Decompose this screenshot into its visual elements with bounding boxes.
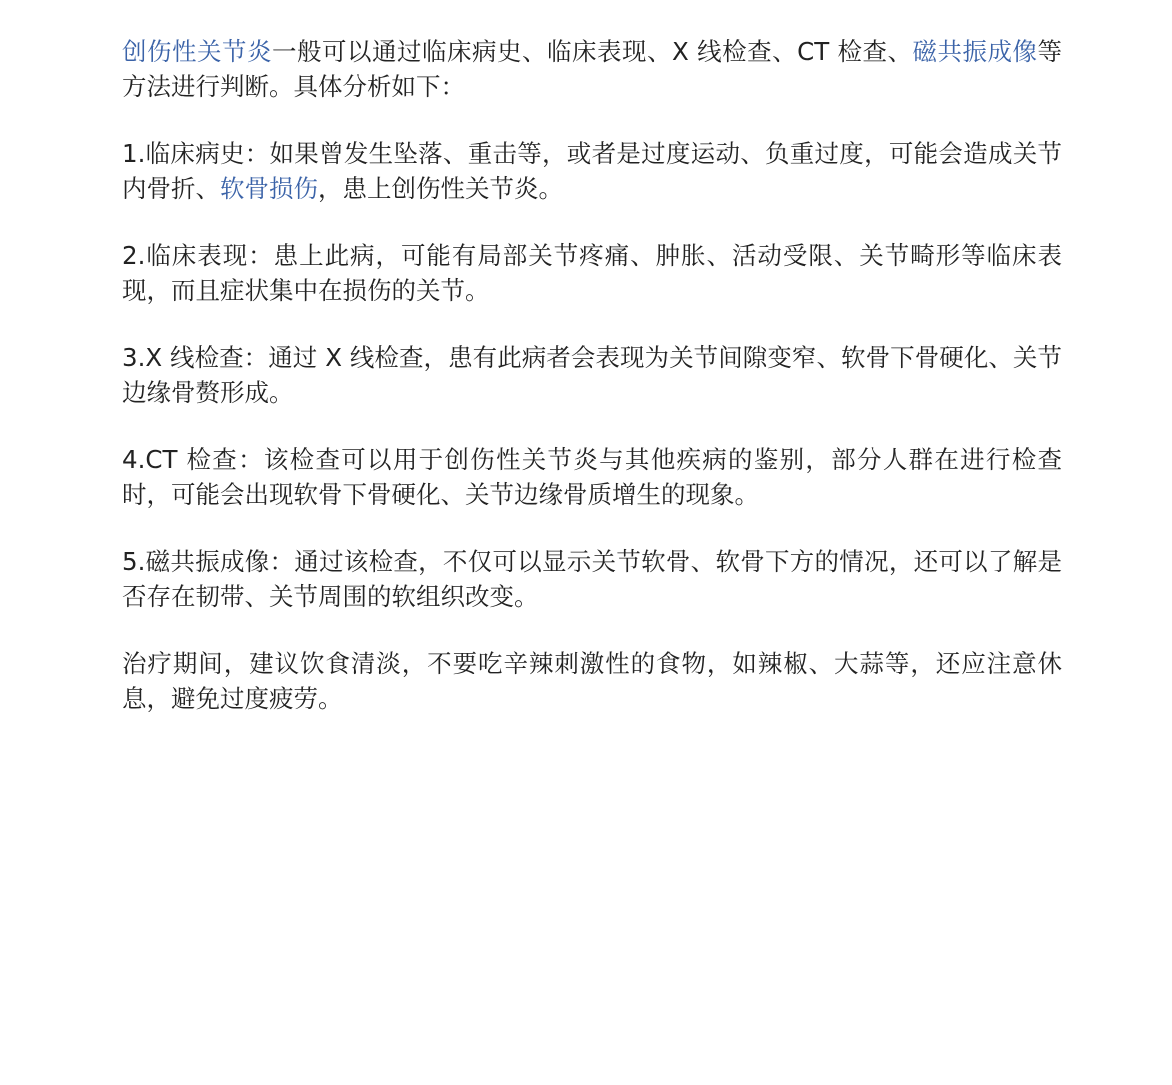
xray-paragraph: 3.X 线检查：通过 X 线检查，患有此病者会表现为关节间隙变窄、软骨下骨硬化、关节边缘骨赘形成。 [122,343,1062,407]
traumatic-arthritis-link[interactable]: 创伤性关节炎 [122,37,273,66]
cartilage-injury-link[interactable]: 软骨损伤 [220,174,318,203]
clinical-history-text-1: 1.临床病史：如果曾发生坠落、重击等，或者是过度运动、负重过度，可能会造成关节内骨折、 [122,139,1062,203]
intro-paragraph [122,34,1062,104]
clinical-history-text-2: ，患上创伤性关节炎。 [318,174,563,203]
clinical-history-paragraph [122,136,1062,206]
article-body [122,34,1062,748]
mri-paragraph: 5.磁共振成像：通过该检查，不仅可以显示关节软骨、软骨下方的情况，还可以了解是否存在韧带、关节周围的软组织改变。 [122,547,1062,611]
ct-paragraph: 4.CT 检查：该检查可以用于创伤性关节炎与其他疾病的鉴别，部分人群在进行检查时，可能会出现软骨下骨硬化、关节边缘骨质增生的现象。 [122,445,1062,509]
intro-text-2: 等方法进行判断。具体分析如下： [122,37,1063,101]
mri-link[interactable]: 磁共振成像 [912,37,1038,66]
intro-text-1: 一般可以通过临床病史、临床表现、X 线检查、CT 检查、 [272,37,913,66]
treatment-advice-paragraph: 治疗期间，建议饮食清淡，不要吃辛辣刺激性的食物，如辣椒、大蒜等，还应注意休息，避免过度疲劳。 [122,649,1062,713]
clinical-manifestation-paragraph: 2.临床表现：患上此病，可能有局部关节疼痛、肿胀、活动受限、关节畸形等临床表现，而且症状集中在损伤的关节。 [122,241,1062,305]
